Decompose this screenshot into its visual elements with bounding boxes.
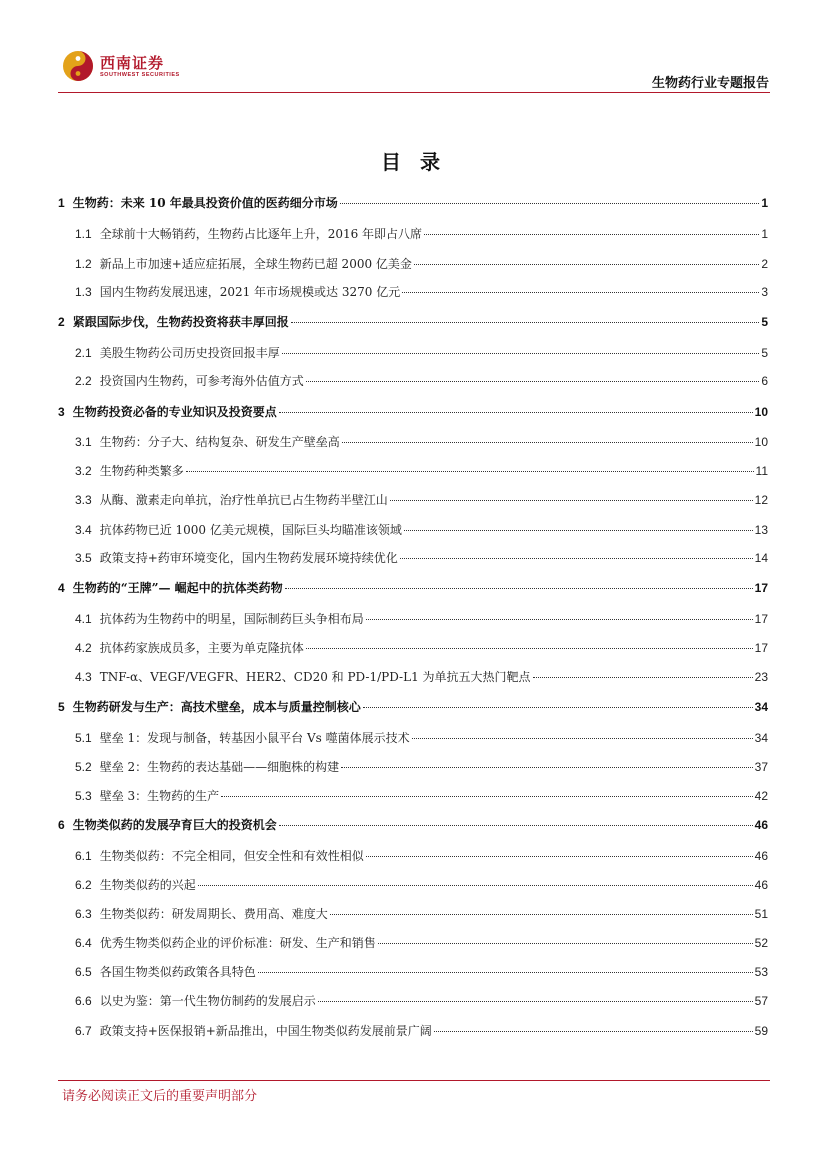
toc-dot-leader [279, 825, 753, 826]
toc-entry-page-number: 17 [754, 612, 768, 626]
toc-entry-title: 国内生物药发展迅速，2021 年市场规模或达 3270 亿元 [99, 285, 401, 299]
toc-dot-leader [318, 1001, 753, 1002]
toc-entry-page-number: 1 [761, 227, 768, 241]
toc-entry-title: 壁垒 2：生物药的表达基础——细胞株的构建 [99, 760, 340, 774]
toc-entry-page-number: 46 [754, 849, 768, 863]
toc-entry-page-number: 5 [761, 346, 768, 360]
toc-dot-leader [341, 767, 753, 768]
toc-section-entry[interactable] [58, 253, 768, 275]
toc-entry-number: 2.1 [75, 346, 92, 360]
toc-entry-number: 1.2 [75, 257, 92, 271]
toc-section-entry[interactable] [58, 547, 768, 569]
toc-chapter-entry[interactable] [58, 577, 768, 599]
toc-section-entry[interactable] [58, 370, 768, 392]
toc-entry-number: 6.6 [75, 994, 92, 1008]
report-title: 生物药行业专题报告 [651, 76, 769, 91]
toc-entry-page-number: 17 [754, 581, 768, 595]
toc-section-entry[interactable] [58, 608, 768, 630]
toc-entry-title: 壁垒 1：发现与制备，转基因小鼠平台 Vs 噬菌体展示技术 [99, 731, 410, 745]
toc-section-entry[interactable] [58, 756, 768, 778]
toc-dot-leader [378, 943, 753, 944]
toc-entry-number: 4.1 [75, 612, 92, 626]
toc-entry-number: 6 [58, 818, 65, 832]
toc-dot-leader [424, 234, 759, 235]
toc-entry-number: 1 [58, 196, 65, 210]
toc-entry-title: 生物药研发与生产：高技术壁垒，成本与质量控制核心 [72, 700, 361, 714]
toc-section-entry[interactable] [58, 845, 768, 867]
toc-section-entry[interactable] [58, 785, 768, 807]
toc-entry-title: 生物类似药：不完全相同，但安全性和有效性相似 [99, 849, 364, 863]
toc-entry-title: 政策支持+医保报销+新品推出，中国生物类似药发展前景广阔 [99, 1024, 432, 1038]
toc-entry-page-number: 6 [761, 374, 768, 388]
toc-entry-number: 3.5 [75, 551, 92, 565]
toc-entry-number: 6.2 [75, 878, 92, 892]
toc-entry-page-number: 46 [754, 818, 768, 832]
toc-dot-leader [366, 619, 753, 620]
toc-entry-title: 全球前十大畅销药，生物药占比逐年上升，2016 年即占八席 [99, 227, 423, 241]
toc-dot-leader [434, 1031, 753, 1032]
toc-entry-page-number: 13 [754, 523, 768, 537]
toc-dot-leader [282, 353, 760, 354]
toc-dot-leader [404, 530, 753, 531]
toc-chapter-entry[interactable] [58, 814, 768, 836]
toc-entry-title: 优秀生物类似药企业的评价标准：研发、生产和销售 [99, 936, 376, 950]
toc-entry-number: 1.3 [75, 285, 92, 299]
toc-entry-page-number: 1 [761, 196, 768, 210]
toc-section-entry[interactable] [58, 727, 768, 749]
toc-entry-page-number: 34 [754, 700, 768, 714]
toc-entry-page-number: 17 [754, 641, 768, 655]
toc-entry-title: TNF-α、VEGF/VEGFR、HER2、CD20 和 PD-1/PD-L1 为单抗五大热门靶点 [99, 670, 531, 684]
logo-chinese-name: 西南证券 [100, 54, 165, 72]
toc-dot-leader [412, 738, 753, 739]
toc-dot-leader [366, 856, 753, 857]
toc-entry-title: 壁垒 3：生物药的生产 [99, 789, 220, 803]
toc-entry-number: 3.2 [75, 464, 92, 478]
toc-entry-page-number: 10 [754, 405, 768, 419]
toc-dot-leader [402, 292, 759, 293]
toc-entry-title: 生物类似药的兴起 [99, 878, 196, 892]
toc-entry-page-number: 34 [754, 731, 768, 745]
toc-dot-leader [221, 796, 753, 797]
toc-entry-title: 抗体药家族成员多，主要为单克隆抗体 [99, 641, 304, 655]
toc-entry-title: 生物药的“王牌”— 崛起中的抗体类药物 [72, 581, 283, 595]
toc-chapter-entry[interactable] [58, 311, 768, 333]
toc-entry-page-number: 46 [754, 878, 768, 892]
toc-entry-title: 抗体药物已近 1000 亿美元规模，国际巨头均瞄准该领域 [99, 523, 402, 537]
toc-entry-number: 6.5 [75, 965, 92, 979]
toc-entry-title: 生物类似药：研发周期长、费用高、难度大 [99, 907, 328, 921]
toc-section-entry[interactable] [58, 431, 768, 453]
toc-entry-title: 生物药投资必备的专业知识及投资要点 [72, 405, 277, 419]
header-divider [58, 92, 770, 93]
toc-entry-title: 从酶、激素走向单抗，治疗性单抗已占生物药半壁江山 [99, 493, 388, 507]
southwest-securities-logo-icon [62, 50, 94, 82]
toc-heading: 目 录 [381, 150, 446, 174]
toc-section-entry[interactable] [58, 460, 768, 482]
toc-entry-title: 以史为鉴：第一代生物仿制药的发展启示 [99, 994, 316, 1008]
toc-dot-leader [258, 972, 753, 973]
toc-entry-page-number: 5 [761, 315, 768, 329]
toc-entry-title: 投资国内生物药，可参考海外估值方式 [99, 374, 304, 388]
toc-dot-leader [340, 203, 760, 204]
toc-entry-number: 6.1 [75, 849, 92, 863]
toc-dot-leader [279, 412, 753, 413]
company-logo [62, 50, 182, 86]
toc-entry-number: 5 [58, 700, 65, 714]
toc-entry-number: 6.4 [75, 936, 92, 950]
toc-entry-number: 3.4 [75, 523, 92, 537]
toc-section-entry[interactable] [58, 990, 768, 1012]
toc-entry-page-number: 51 [754, 907, 768, 921]
toc-dot-leader [291, 322, 760, 323]
toc-section-entry[interactable] [58, 281, 768, 303]
toc-section-entry[interactable] [58, 342, 768, 364]
toc-entry-title: 政策支持+药审环境变化，国内生物药发展环境持续优化 [99, 551, 398, 565]
toc-entry-page-number: 12 [754, 493, 768, 507]
toc-dot-leader [306, 381, 760, 382]
toc-chapter-entry[interactable] [58, 696, 768, 718]
toc-dot-leader [285, 588, 753, 589]
toc-entry-number: 5.2 [75, 760, 92, 774]
toc-section-entry[interactable] [58, 223, 768, 245]
toc-entry-page-number: 23 [754, 670, 768, 684]
toc-section-entry[interactable] [58, 666, 768, 688]
toc-entry-number: 6.3 [75, 907, 92, 921]
toc-entry-number: 5.1 [75, 731, 92, 745]
toc-entry-number: 3.3 [75, 493, 92, 507]
toc-dot-leader [414, 264, 759, 265]
toc-entry-number: 2.2 [75, 374, 92, 388]
toc-section-entry[interactable] [58, 961, 768, 983]
toc-entry-title: 紧跟国际步伐，生物药投资将获丰厚回报 [72, 315, 289, 329]
logo-english-name: SOUTHWEST SECURITIES [100, 72, 180, 78]
toc-entry-page-number: 11 [755, 464, 768, 478]
toc-entry-number: 2 [58, 315, 65, 329]
page-header [0, 0, 827, 100]
toc-entry-title: 生物药：未来 10 年最具投资价值的医药细分市场 [72, 196, 338, 210]
toc-dot-leader [400, 558, 753, 559]
toc-entry-page-number: 14 [754, 551, 768, 565]
footer-divider [58, 1080, 770, 1081]
toc-entry-number: 3.1 [75, 435, 92, 449]
toc-entry-title: 生物药：分子大、结构复杂、研发生产壁垒高 [99, 435, 340, 449]
toc-entry-number: 6.7 [75, 1024, 92, 1038]
toc-entry-number: 4 [58, 581, 65, 595]
toc-entry-title: 美股生物药公司历史投资回报丰厚 [99, 346, 280, 360]
toc-dot-leader [306, 648, 753, 649]
toc-dot-leader [390, 500, 753, 501]
toc-entry-number: 3 [58, 405, 65, 419]
toc-dot-leader [342, 442, 753, 443]
toc-dot-leader [186, 471, 754, 472]
toc-section-entry[interactable] [58, 519, 768, 541]
toc-entry-page-number: 3 [761, 285, 768, 299]
toc-dot-leader [363, 707, 753, 708]
toc-entry-title: 新品上市加速+适应症拓展，全球生物药已超 2000 亿美金 [99, 257, 412, 271]
toc-section-entry[interactable] [58, 932, 768, 954]
toc-chapter-entry[interactable] [58, 192, 768, 214]
toc-entry-page-number: 10 [754, 435, 768, 449]
toc-chapter-entry[interactable] [58, 401, 768, 423]
toc-entry-page-number: 59 [754, 1024, 768, 1038]
footer-disclaimer-notice: 请务必阅读正文后的重要声明部分 [62, 1089, 258, 1104]
toc-section-entry[interactable] [58, 874, 768, 896]
toc-dot-leader [330, 914, 753, 915]
toc-entry-title: 生物药种类繁多 [99, 464, 184, 478]
toc-dot-leader [198, 885, 753, 886]
toc-entry-page-number: 52 [754, 936, 768, 950]
toc-entry-title: 各国生物类似药政策各具特色 [99, 965, 256, 979]
toc-entry-number: 1.1 [75, 227, 92, 241]
toc-entry-page-number: 53 [754, 965, 768, 979]
toc-entry-page-number: 42 [754, 789, 768, 803]
toc-entry-number: 4.2 [75, 641, 92, 655]
toc-entry-number: 5.3 [75, 789, 92, 803]
toc-section-entry[interactable] [58, 489, 768, 511]
toc-section-entry[interactable] [58, 637, 768, 659]
toc-entry-page-number: 57 [754, 994, 768, 1008]
toc-entry-title: 生物类似药的发展孕育巨大的投资机会 [72, 818, 277, 832]
toc-section-entry[interactable] [58, 903, 768, 925]
toc-entry-page-number: 37 [754, 760, 768, 774]
toc-entry-title: 抗体药为生物药中的明星，国际制药巨头争相布局 [99, 612, 364, 626]
toc-dot-leader [533, 677, 753, 678]
toc-entry-number: 4.3 [75, 670, 92, 684]
toc-entry-page-number: 2 [761, 257, 768, 271]
toc-section-entry[interactable] [58, 1020, 768, 1042]
